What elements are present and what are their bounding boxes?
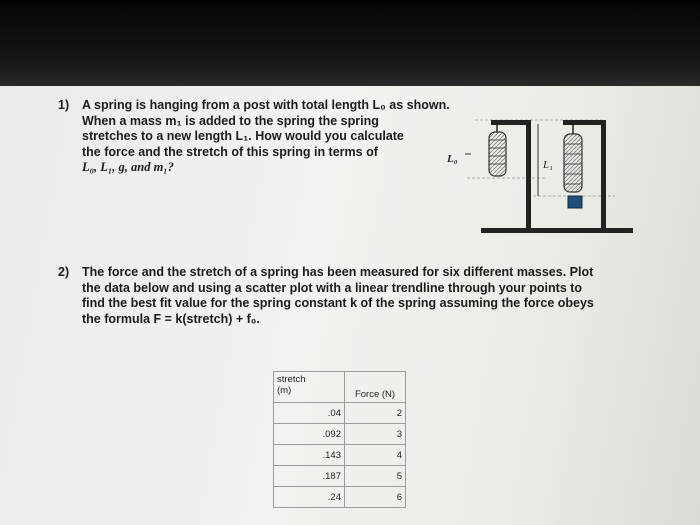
stretch-cell: .092 xyxy=(274,424,345,445)
question-1-text xyxy=(82,98,463,176)
post-right xyxy=(601,122,606,230)
question-2-line: the formula F = k(stretch) + f₀. xyxy=(82,311,260,326)
question-1-line: the force and the stretch of this spring in terms of xyxy=(82,144,378,159)
ground-base xyxy=(481,228,633,233)
question-2 xyxy=(58,265,638,327)
spring-diagram-figure xyxy=(445,110,635,238)
question-2-number: 2) xyxy=(58,265,70,279)
data-table-container xyxy=(273,371,406,508)
dark-background-band xyxy=(0,0,700,86)
question-2-text xyxy=(82,265,638,327)
question-1 xyxy=(58,98,463,176)
stretch-cell: .24 xyxy=(274,487,345,508)
label-l0: L₀ xyxy=(447,153,458,165)
force-cell: 5 xyxy=(345,466,406,487)
header-stretch xyxy=(274,372,345,403)
question-1-number: 1) xyxy=(58,98,70,112)
question-1-line: L₀, L₁, g, and m₁? xyxy=(82,160,174,174)
table-row xyxy=(274,445,406,466)
data-table xyxy=(273,371,406,508)
question-1-line: When a mass m₁ is added to the spring the spring xyxy=(82,113,379,128)
header-stretch-label: stretch xyxy=(277,374,306,385)
table-row xyxy=(274,487,406,508)
force-cell: 6 xyxy=(345,487,406,508)
stretch-cell: .187 xyxy=(274,466,345,487)
stretch-cell: .143 xyxy=(274,445,345,466)
table-row xyxy=(274,403,406,424)
post-right-arm xyxy=(563,120,606,125)
header-force: Force (N) xyxy=(345,372,406,403)
question-2-line: find the best fit value for the spring constant k of the spring assuming the force obeys xyxy=(82,296,594,310)
force-cell: 4 xyxy=(345,445,406,466)
spring-diagram xyxy=(445,110,635,243)
hanging-mass xyxy=(568,196,582,208)
spring-unstretched xyxy=(489,125,506,176)
question-2-line: The force and the stretch of a spring has been measured for six different masses. Plot xyxy=(82,265,594,279)
stretch-cell: .04 xyxy=(274,403,345,424)
question-1-line: stretches to a new length L₁. How would you calculate xyxy=(82,129,404,143)
force-cell: 2 xyxy=(345,403,406,424)
force-cell: 3 xyxy=(345,424,406,445)
table-header-row xyxy=(274,372,406,403)
table-row xyxy=(274,424,406,445)
spring-stretched xyxy=(564,125,582,192)
post-left-arm xyxy=(491,120,531,125)
label-l1: L₁ xyxy=(543,159,553,171)
question-2-line: the data below and using a scatter plot with a linear trendline through your points to xyxy=(82,280,583,295)
table-row xyxy=(274,466,406,487)
question-1-line: A spring is hanging from a post with total length L₀ as shown. xyxy=(82,98,450,112)
post-left xyxy=(526,122,531,230)
header-stretch-unit: (m) xyxy=(277,385,292,396)
